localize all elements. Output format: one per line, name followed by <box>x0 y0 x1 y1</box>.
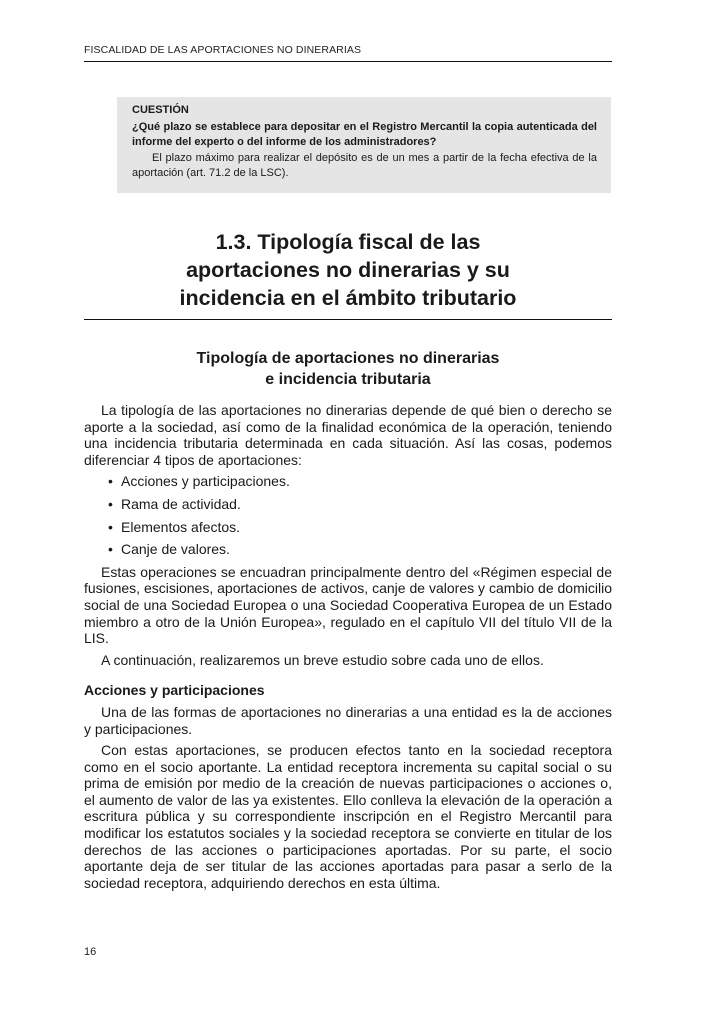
subsection-title <box>84 348 612 390</box>
body-text <box>84 402 612 896</box>
question-box <box>117 97 611 193</box>
list-item: • Rama de actividad. <box>121 496 612 513</box>
section-title <box>84 228 612 320</box>
question-label: CUESTIÓN <box>132 104 189 116</box>
page-number: 16 <box>84 946 97 958</box>
running-header: FISCALIDAD DE LAS APORTACIONES NO DINERARIAS <box>84 44 612 62</box>
paragraph: La tipología de las aportaciones no dinerarias depende de qué bien o derecho se aporte a la sociedad, así como de la finalidad económica de la operación, teniendo una incidencia tributaria determinada en cada situación. Así las cosas, podemos diferenciar 4 tipos de aportaciones: <box>84 402 612 468</box>
paragraph: A continuación, realizaremos un breve estudio sobre cada uno de ellos. <box>101 651 544 668</box>
list-item: • Acciones y participaciones. <box>121 473 612 490</box>
list-item: • Elementos afectos. <box>121 519 612 536</box>
question-text: ¿Qué plazo se establece para depositar en el Registro Mercantil la copia autenticada del informe del experto o del informe de los administradores? <box>132 120 597 148</box>
paragraph: Con estas aportaciones, se producen efectos tanto en la sociedad receptora como en el socio aportante. La entidad receptora incrementa su capital social o su prima de emisión por medio de la creación de nuevas participaciones o acciones o, el aumento de valor de las ya existentes. Ello conlleva la elevación de la operación a escritura pública y su correspondiente inscripción en el Registro Mercantil para modificar los estatutos sociales y la sociedad receptora se convierte en titular de los derechos de las acciones o participaciones aportadas. Por su parte, el socio aportante deja de ser titular de las acciones aportadas para pasar a serlo de la sociedad receptora, adquiriendo derechos en esta última. <box>84 742 612 891</box>
section-title-line: 1.3. Tipología fiscal de las <box>215 230 481 254</box>
paragraph: Una de las formas de aportaciones no dinerarias a una entidad es la de acciones y participaciones. <box>84 703 612 737</box>
section-title-line: incidencia en el ámbito tributario <box>179 286 517 310</box>
list-item: • Canje de valores. <box>121 541 612 558</box>
section-heading: Acciones y participaciones <box>84 682 265 699</box>
question-answer: El plazo máximo para realizar el depósito es de un mes a partir de la fecha efectiva de la aportación (art. 71.2 de la LSC). <box>132 151 597 179</box>
subsection-title-line: Tipología de aportaciones no dinerarias <box>196 350 500 367</box>
section-title-line: aportaciones no dinerarias y su <box>186 258 510 282</box>
paragraph: Estas operaciones se encuadran principalmente dentro del «Régimen especial de fusiones, escisiones, aportaciones de activos, canje de valores y cambio de domicilio social de una Sociedad Europea o una Sociedad Cooperativa Europea de un Estado miembro a otro de la Unión Europea», regulado en el capítulo VII del título VII de la LIS. <box>84 563 612 647</box>
bullet-list <box>84 473 612 557</box>
subsection-title-line: e incidencia tributaria <box>265 371 431 388</box>
